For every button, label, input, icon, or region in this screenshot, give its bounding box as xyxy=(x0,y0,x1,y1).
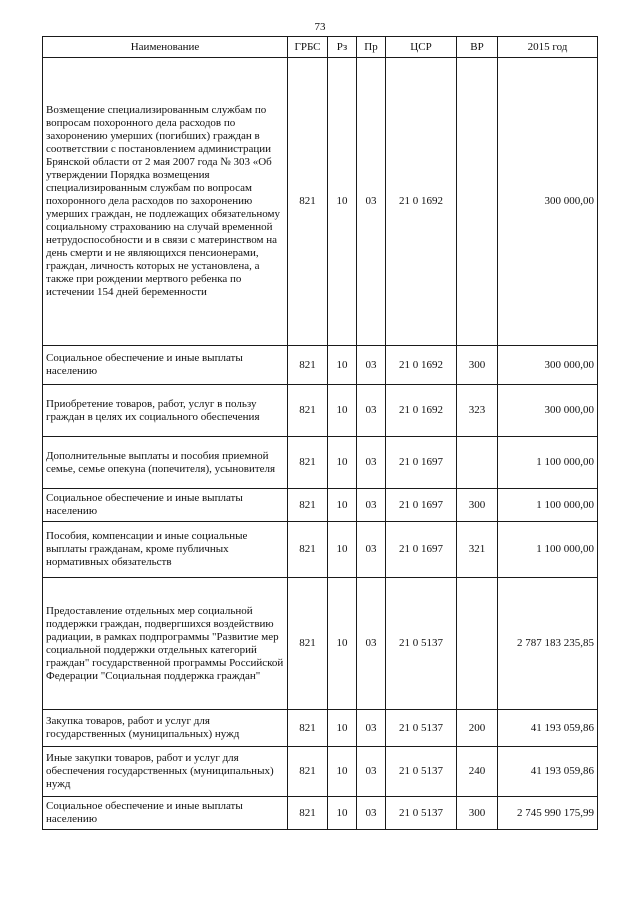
table-row xyxy=(43,489,598,522)
row-csr: 21 0 1692 xyxy=(386,58,457,346)
row-amount: 300 000,00 xyxy=(498,385,598,437)
row-amount: 300 000,00 xyxy=(498,346,598,385)
row-grbs: 821 xyxy=(288,710,328,747)
budget-table xyxy=(42,36,598,830)
row-pr: 03 xyxy=(357,346,386,385)
row-csr: 21 0 5137 xyxy=(386,797,457,830)
row-csr: 21 0 1692 xyxy=(386,385,457,437)
row-name: Дополнительные выплаты и пособия приемной семье, семье опекуна (попечителя), усыновителя xyxy=(43,437,288,489)
table-row xyxy=(43,437,598,489)
row-name: Иные закупки товаров, работ и услуг для обеспечения государственных (муниципальных) нужд xyxy=(43,747,288,797)
row-rz: 10 xyxy=(328,522,357,578)
row-pr: 03 xyxy=(357,437,386,489)
row-amount: 2 745 990 175,99 xyxy=(498,797,598,830)
row-name: Приобретение товаров, работ, услуг в пользу граждан в целях их социального обеспечения xyxy=(43,385,288,437)
row-vr: 240 xyxy=(457,747,498,797)
row-rz: 10 xyxy=(328,437,357,489)
row-rz: 10 xyxy=(328,489,357,522)
table-row xyxy=(43,797,598,830)
row-csr: 21 0 5137 xyxy=(386,710,457,747)
header-name: Наименование xyxy=(43,37,288,58)
row-name: Возмещение специализированным службам по вопросам похоронного дела расходов по захоронению умерших (погибших) граждан в соответствии с постановлением администрации Брянской области от 2 мая 2007 года № 303 «Об утверждении Порядка возмещения специализированным службам по вопросам похоронного дела расходов по захоронению умерших граждан, не подлежащих обязательному социальному страхованию на случай временной нетрудоспособности и в связи с материнством на день смерти и не являющихся пенсионерами, граждан, личность которых не установлена, а также при рождении мертвого ребенка по истечении 154 дней беременности xyxy=(43,58,288,346)
row-csr: 21 0 1697 xyxy=(386,437,457,489)
row-grbs: 821 xyxy=(288,578,328,710)
row-pr: 03 xyxy=(357,58,386,346)
row-amount: 300 000,00 xyxy=(498,58,598,346)
row-csr: 21 0 1697 xyxy=(386,522,457,578)
row-name: Социальное обеспечение и иные выплаты населению xyxy=(43,346,288,385)
row-rz: 10 xyxy=(328,385,357,437)
row-name: Закупка товаров, работ и услуг для государственных (муниципальных) нужд xyxy=(43,710,288,747)
row-vr xyxy=(457,58,498,346)
row-grbs: 821 xyxy=(288,346,328,385)
row-amount: 1 100 000,00 xyxy=(498,437,598,489)
row-amount: 1 100 000,00 xyxy=(498,522,598,578)
row-vr: 200 xyxy=(457,710,498,747)
row-pr: 03 xyxy=(357,385,386,437)
row-name: Социальное обеспечение и иные выплаты населению xyxy=(43,797,288,830)
row-vr: 321 xyxy=(457,522,498,578)
row-vr: 300 xyxy=(457,346,498,385)
header-row xyxy=(43,37,598,58)
row-grbs: 821 xyxy=(288,747,328,797)
row-csr: 21 0 1692 xyxy=(386,346,457,385)
header-grbs: ГРБС xyxy=(288,37,328,58)
table-row xyxy=(43,385,598,437)
row-pr: 03 xyxy=(357,489,386,522)
row-grbs: 821 xyxy=(288,489,328,522)
row-grbs: 821 xyxy=(288,437,328,489)
row-rz: 10 xyxy=(328,747,357,797)
header-vr: ВР xyxy=(457,37,498,58)
row-rz: 10 xyxy=(328,797,357,830)
row-name: Предоставление отдельных мер социальной поддержки граждан, подвергшихся воздействию радиации, в рамках подпрограммы "Развитие мер социальной поддержки отдельных категорий граждан" государственной программы Российской Федерации "Социальная поддержка граждан" xyxy=(43,578,288,710)
row-grbs: 821 xyxy=(288,797,328,830)
row-vr: 300 xyxy=(457,489,498,522)
row-pr: 03 xyxy=(357,710,386,747)
table-body xyxy=(43,58,598,830)
row-csr: 21 0 5137 xyxy=(386,747,457,797)
row-name: Социальное обеспечение и иные выплаты населению xyxy=(43,489,288,522)
row-rz: 10 xyxy=(328,578,357,710)
row-rz: 10 xyxy=(328,346,357,385)
row-vr xyxy=(457,437,498,489)
header-csr: ЦСР xyxy=(386,37,457,58)
row-name: Пособия, компенсации и иные социальные выплаты гражданам, кроме публичных нормативных обязательств xyxy=(43,522,288,578)
row-pr: 03 xyxy=(357,578,386,710)
row-rz: 10 xyxy=(328,710,357,747)
row-amount: 2 787 183 235,85 xyxy=(498,578,598,710)
page-number: 73 xyxy=(314,21,326,33)
table-row xyxy=(43,747,598,797)
row-pr: 03 xyxy=(357,797,386,830)
table-row xyxy=(43,522,598,578)
row-grbs: 821 xyxy=(288,58,328,346)
table-header xyxy=(43,37,598,58)
header-year: 2015 год xyxy=(498,37,598,58)
table-row xyxy=(43,58,598,346)
row-csr: 21 0 1697 xyxy=(386,489,457,522)
row-vr xyxy=(457,578,498,710)
row-grbs: 821 xyxy=(288,385,328,437)
row-amount: 1 100 000,00 xyxy=(498,489,598,522)
row-grbs: 821 xyxy=(288,522,328,578)
row-pr: 03 xyxy=(357,747,386,797)
row-vr: 300 xyxy=(457,797,498,830)
table-row xyxy=(43,710,598,747)
header-pr: Пр xyxy=(357,37,386,58)
row-amount: 41 193 059,86 xyxy=(498,710,598,747)
table-row xyxy=(43,578,598,710)
row-rz: 10 xyxy=(328,58,357,346)
table-row xyxy=(43,346,598,385)
row-vr: 323 xyxy=(457,385,498,437)
row-pr: 03 xyxy=(357,522,386,578)
row-csr: 21 0 5137 xyxy=(386,578,457,710)
header-rz: Рз xyxy=(328,37,357,58)
row-amount: 41 193 059,86 xyxy=(498,747,598,797)
